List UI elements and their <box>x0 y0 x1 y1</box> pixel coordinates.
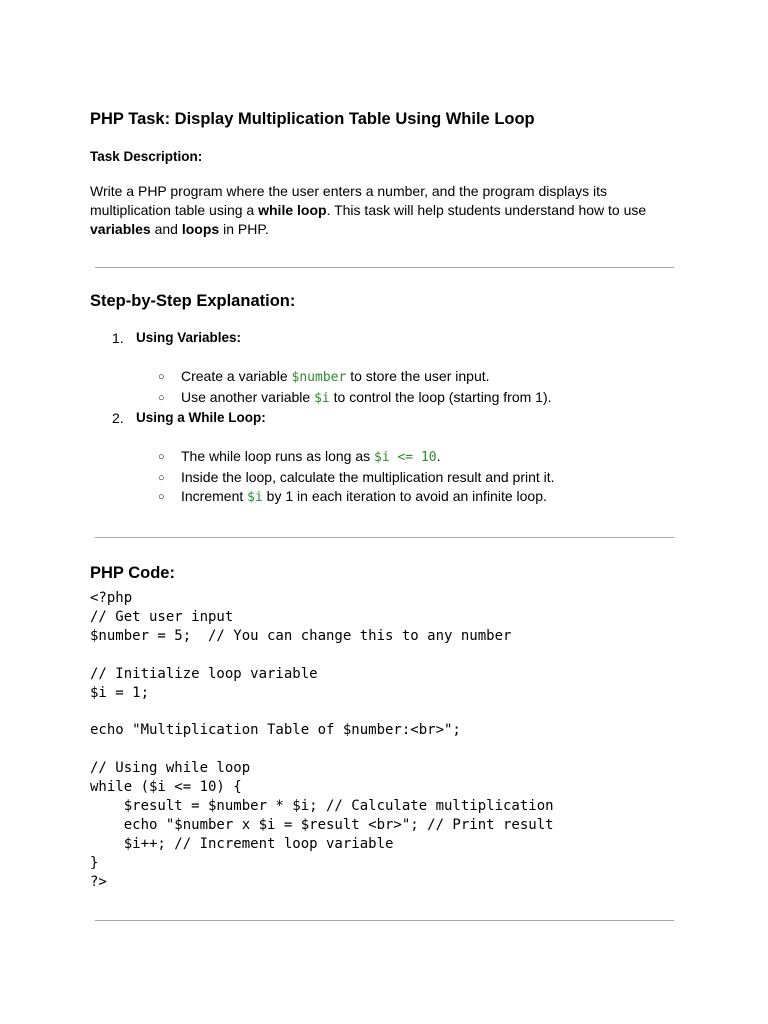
page-title: PHP Task: Display Multiplication Table Using While Loop <box>90 110 535 128</box>
text-run: Create a variable <box>181 368 292 384</box>
inline-code: $number <box>291 370 347 385</box>
step-1-bullet-2 <box>181 389 552 406</box>
step-label-2: Using a While Loop: <box>136 410 266 425</box>
text-run: in PHP. <box>219 221 269 237</box>
inline-code: $i <box>314 391 330 406</box>
text-run: Increment <box>181 488 248 504</box>
text-run: Use another variable <box>181 389 315 405</box>
bullet-icon: ○ <box>158 451 165 463</box>
bullet-icon: ○ <box>158 392 165 404</box>
task-description-line-1: Write a PHP program where the user enters a number, and the program displays its <box>90 183 607 199</box>
steps-heading: Step-by-Step Explanation: <box>90 292 296 310</box>
text-run: . This task will help students understand how to use <box>326 202 647 218</box>
step-2-bullet-3 <box>181 488 547 505</box>
code-heading: PHP Code: <box>90 564 175 582</box>
bold-variables: variables <box>90 221 151 237</box>
text-run: to store the user input. <box>346 368 490 384</box>
step-label-1: Using Variables: <box>136 330 242 345</box>
step-2-bullet-2 <box>181 469 555 485</box>
divider <box>95 920 674 921</box>
step-number-2: 2. <box>112 410 124 426</box>
step-1-bullet-1 <box>181 368 490 385</box>
text-run: by 1 in each iteration to avoid an infinite loop. <box>262 488 547 504</box>
bullet-icon: ○ <box>158 371 165 383</box>
bullet-icon: ○ <box>158 491 165 503</box>
step-number-1: 1. <box>112 330 124 346</box>
bold-loops: loops <box>181 221 220 237</box>
text-run: and <box>150 221 182 237</box>
task-description-line-3 <box>90 220 269 239</box>
text-run: to control the loop (starting from 1). <box>329 389 552 405</box>
inline-code: $i <= 10 <box>374 450 437 465</box>
bold-while-loop: while loop <box>258 202 327 218</box>
php-code-block: <?php // Get user input $number = 5; // You can change this to any number // Initialize loop variable $i = 1; echo "Multiplication Table of $number:<br>"; // Using while loop while ($i <= 10) { $result = $number * $i; // Calculate multiplication echo "$number x $i = $result <br>"; // Print result $i++; // Increment loop variable } ?> <box>90 590 554 890</box>
bullet-icon: ○ <box>158 472 165 484</box>
text-run: Inside the loop, calculate the multiplication result and print it. <box>181 469 555 485</box>
step-2-bullet-1 <box>181 448 441 465</box>
divider <box>95 537 674 538</box>
text-run: . <box>436 448 441 464</box>
task-description-heading: Task Description: <box>90 149 203 164</box>
inline-code: $i <box>247 490 263 505</box>
divider <box>95 267 674 268</box>
text-run: multiplication table using a <box>90 202 259 218</box>
text-run: The while loop runs as long as <box>181 448 374 464</box>
task-description-line-2 <box>90 201 646 220</box>
